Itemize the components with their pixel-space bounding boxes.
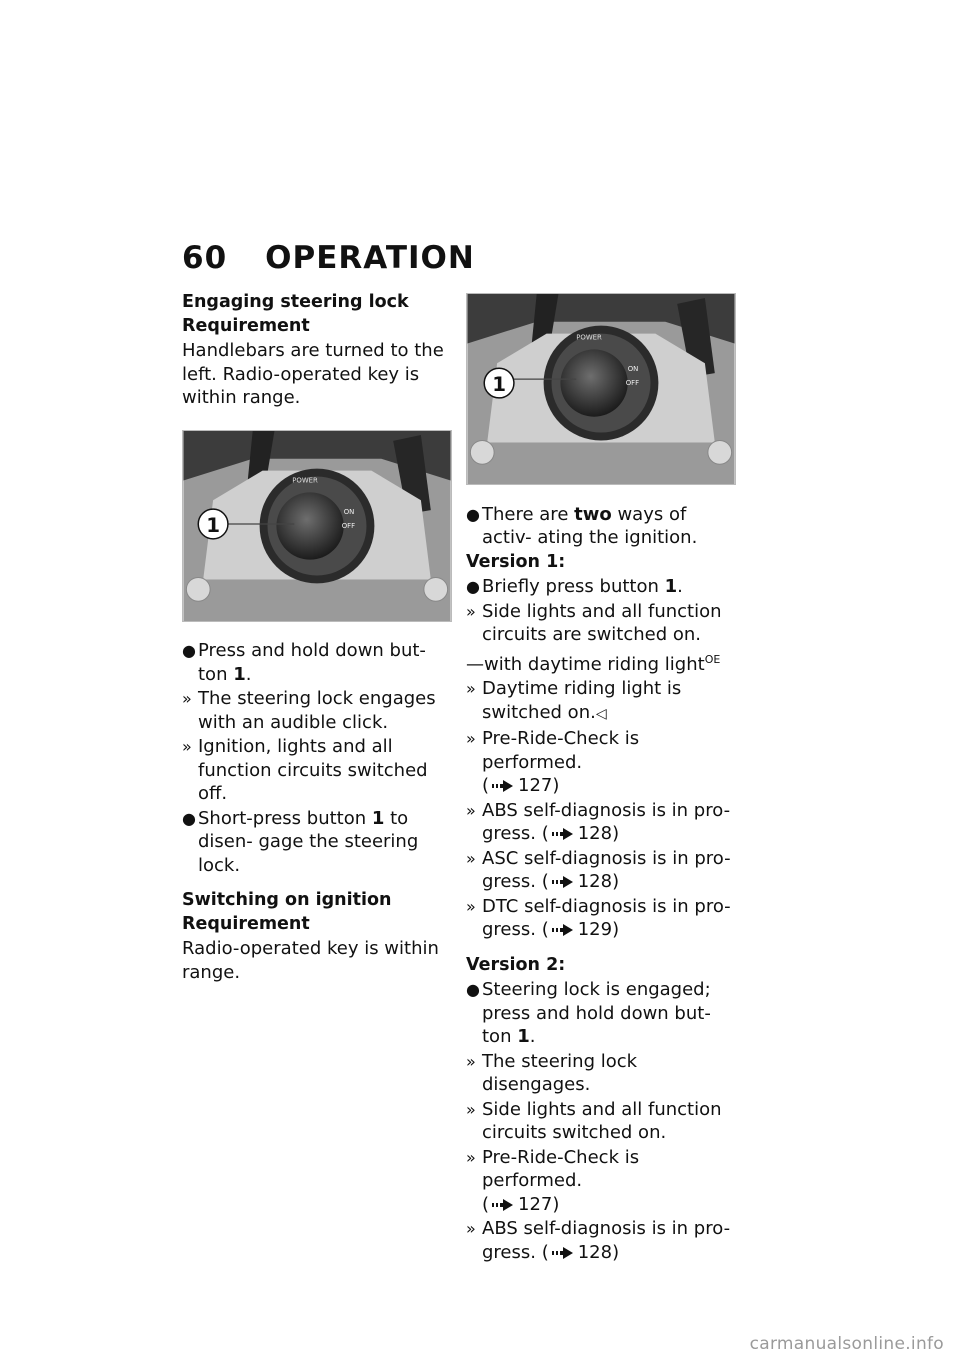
result-arrow-icon: » bbox=[466, 601, 476, 621]
off-label: OFF bbox=[341, 521, 356, 530]
result-arrow-icon: » bbox=[466, 1099, 476, 1119]
step-press-hold: ● Press and hold down but- ton 1. bbox=[182, 640, 426, 685]
result-arrow-icon: » bbox=[182, 689, 192, 708]
page-ref-arrow-icon[interactable] bbox=[551, 1246, 575, 1260]
left-column bbox=[182, 290, 454, 994]
page-header bbox=[182, 240, 475, 276]
page-ref-arrow-icon[interactable] bbox=[491, 779, 515, 793]
result-arrow-icon: » bbox=[466, 800, 476, 820]
result-arrow-icon: » bbox=[466, 1051, 476, 1071]
result-arrow-icon: » bbox=[466, 848, 476, 868]
result-ignition-off: » Ignition, lights and all function circuits switched off. bbox=[182, 736, 428, 804]
result-dtc-self-diagnosis: » DTC self-diagnosis is in pro- gress. ( 129) bbox=[466, 895, 731, 940]
requirement-text: Handlebars are turned to the left. Radio-operated key is within range. bbox=[182, 340, 444, 408]
result-abs-self-diagnosis: » ABS self-diagnosis is in pro- gress. ( 128) bbox=[466, 1218, 731, 1263]
off-label: OFF bbox=[625, 379, 640, 388]
result-arrow-icon: » bbox=[466, 896, 476, 916]
result-side-lights-on: » Side lights and all function circuits are switched on. bbox=[466, 600, 722, 645]
page-ref[interactable]: 129) bbox=[577, 919, 620, 940]
requirement-label: Requirement bbox=[182, 316, 310, 336]
result-pre-ride-check: » Pre-Ride-Check is performed. ( 127) bbox=[466, 728, 640, 796]
step-short-press: ● Short-press button 1 to disen- gage the steering lock. bbox=[182, 807, 419, 876]
option-daytime-riding-light: —with daytime riding light$^{OE}$ bbox=[466, 652, 721, 675]
bullet-icon: ● bbox=[182, 641, 196, 660]
result-pre-ride-check: » Pre-Ride-Check is performed. ( 127) bbox=[466, 1146, 640, 1215]
result-daytime-light-on: » Daytime riding light is switched on.◁ bbox=[466, 678, 682, 723]
watermark: carmanualsonline.info bbox=[749, 1334, 944, 1354]
section-title: OPERATION bbox=[265, 240, 475, 276]
requirement-text: Radio-operated key is within range. bbox=[182, 938, 439, 983]
bullet-icon: ● bbox=[466, 980, 480, 999]
page-ref-arrow-icon[interactable] bbox=[551, 875, 575, 889]
ignition-button-photo bbox=[182, 430, 452, 622]
on-label: ON bbox=[343, 507, 355, 516]
page-ref-arrow-icon[interactable] bbox=[551, 827, 575, 841]
page-ref[interactable]: 128) bbox=[577, 1241, 620, 1263]
bullet-icon: ● bbox=[182, 808, 196, 828]
result-abs-self-diagnosis: » ABS self-diagnosis is in pro- gress. ( 128) bbox=[466, 799, 731, 844]
callout-number: 1 bbox=[206, 513, 220, 537]
page-ref[interactable]: 128) bbox=[577, 823, 620, 844]
page-ref-arrow-icon[interactable] bbox=[491, 1198, 515, 1212]
on-label: ON bbox=[627, 365, 639, 374]
end-of-option-icon: ◁ bbox=[595, 705, 607, 722]
steering-lock-heading: Engaging steering lock bbox=[182, 292, 409, 312]
result-arrow-icon: » bbox=[466, 1219, 476, 1238]
version-1-heading: Version 1: bbox=[466, 551, 566, 572]
result-arrow-icon: » bbox=[182, 737, 192, 756]
switching-ignition-heading: Switching on ignition bbox=[182, 890, 392, 910]
version-2-heading: Version 2: bbox=[466, 954, 566, 975]
bullet-icon: ● bbox=[466, 577, 480, 596]
page-number: 60 bbox=[182, 240, 228, 276]
page-ref[interactable]: 128) bbox=[577, 871, 620, 892]
result-steering-lock-disengages: » The steering lock disengages. bbox=[466, 1050, 638, 1095]
step-briefly-press: ● Briefly press button 1. bbox=[466, 576, 683, 597]
result-asc-self-diagnosis: » ASC self-diagnosis is in pro- gress. ( 128) bbox=[466, 847, 731, 892]
result-arrow-icon: » bbox=[466, 1147, 476, 1167]
page-ref[interactable]: 127) bbox=[518, 1193, 560, 1215]
right-column bbox=[466, 293, 738, 1265]
step-ways-of-activating: ● There are two ways of activ- ating the ignition. bbox=[466, 503, 698, 548]
requirement-label: Requirement bbox=[182, 914, 310, 934]
oe-badge: OE bbox=[704, 652, 721, 666]
callout-number: 1 bbox=[492, 372, 506, 396]
result-arrow-icon: » bbox=[466, 679, 476, 698]
result-arrow-icon: » bbox=[466, 729, 476, 748]
page-ref[interactable]: 127) bbox=[518, 775, 560, 796]
result-side-lights-on: » Side lights and all function circuits switched on. bbox=[466, 1098, 722, 1143]
result-steering-lock-engages: » The steering lock engages with an audible click. bbox=[182, 688, 436, 733]
page-ref-arrow-icon[interactable] bbox=[551, 923, 575, 937]
step-steering-lock-engaged: ● Steering lock is engaged; press and hold down but- ton 1. bbox=[466, 979, 711, 1047]
ignition-button-photo bbox=[466, 293, 736, 485]
power-label: POWER bbox=[292, 475, 318, 484]
power-label: POWER bbox=[576, 333, 602, 342]
bullet-icon: ● bbox=[466, 504, 480, 524]
